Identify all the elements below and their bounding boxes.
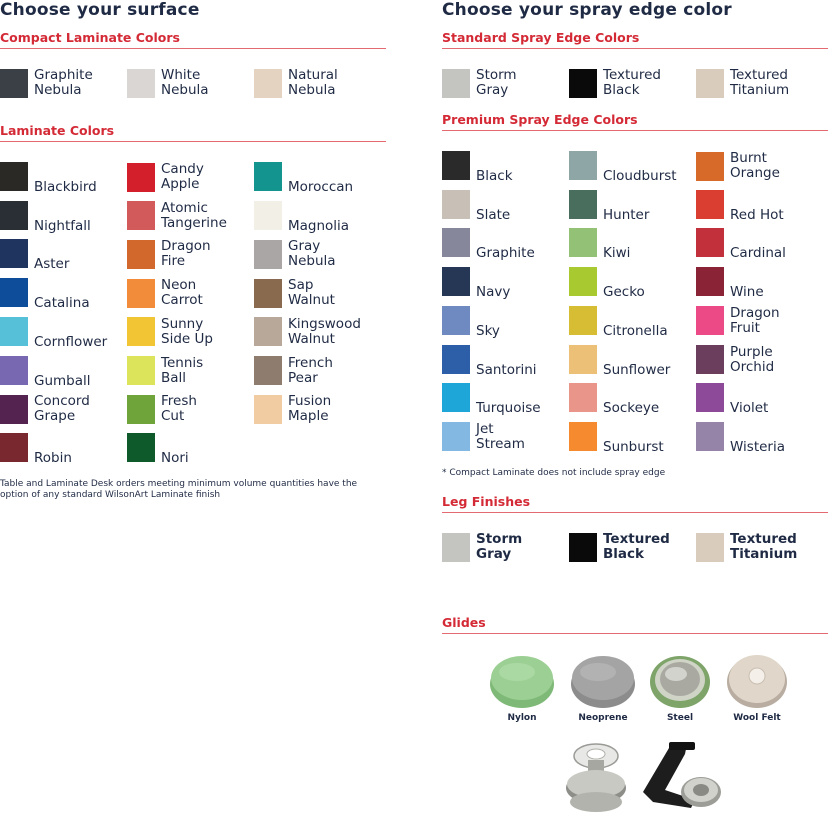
swatch-chip — [254, 317, 282, 346]
color-swatch — [0, 278, 90, 312]
swatch-label: Burnt Orange — [730, 150, 780, 181]
swatch-label: Gray Nebula — [288, 238, 336, 270]
color-swatch — [0, 239, 70, 273]
swatch-chip — [442, 151, 470, 180]
color-swatch — [254, 68, 338, 98]
color-swatch — [696, 383, 769, 417]
color-swatch — [0, 433, 72, 466]
swatch-label: Magnolia — [288, 217, 350, 234]
color-swatch — [254, 356, 333, 386]
swatch-chip — [696, 69, 724, 98]
swatch-chip — [254, 356, 282, 385]
color-swatch — [442, 151, 513, 184]
color-swatch — [0, 394, 90, 424]
swatch-chip — [254, 240, 282, 269]
color-swatch — [569, 190, 650, 223]
swatch-chip — [442, 345, 470, 374]
color-swatch — [569, 267, 645, 301]
swatch-chip — [0, 239, 28, 268]
swatch-label: Catalina — [34, 295, 90, 312]
divider — [0, 141, 386, 142]
swatch-chip — [0, 317, 28, 346]
swatch-chip — [696, 422, 724, 451]
swatch-label: Cornflower — [34, 333, 108, 350]
color-swatch — [442, 306, 500, 339]
swatch-chip — [127, 163, 155, 192]
swatch-label: Textured Titanium — [730, 67, 790, 98]
swatch-label: Dragon Fire — [161, 238, 211, 270]
divider — [442, 633, 828, 634]
swatch-chip — [0, 433, 28, 462]
color-swatch — [254, 201, 350, 234]
swatch-label: Gumball — [34, 372, 91, 389]
swatch-label: Gecko — [603, 284, 645, 301]
swatch-label: Robin — [34, 449, 72, 466]
color-swatch — [127, 356, 203, 386]
swatch-chip — [696, 345, 724, 374]
color-swatch — [569, 345, 671, 378]
color-swatch — [0, 68, 93, 98]
glides-heading: Glides — [442, 615, 486, 630]
swatch-label: Nori — [161, 449, 189, 466]
swatch-chip — [569, 267, 597, 296]
swatch-label: White Nebula — [161, 67, 209, 98]
swatch-chip — [696, 228, 724, 257]
color-swatch — [0, 317, 108, 350]
swatch-chip — [127, 240, 155, 269]
swatch-label: Kiwi — [603, 245, 631, 262]
swatch-chip — [569, 345, 597, 374]
swatch-chip — [127, 433, 155, 462]
color-swatch — [0, 201, 91, 234]
nylon-glide-icon — [487, 650, 557, 710]
swatch-chip — [254, 69, 282, 98]
swatch-chip — [696, 383, 724, 412]
color-swatch — [254, 162, 354, 195]
color-swatch — [254, 317, 361, 347]
leg-finishes-heading: Leg Finishes — [442, 494, 531, 509]
swatch-label: Storm Gray — [476, 67, 517, 98]
swatch-label: Neon Carrot — [161, 277, 203, 309]
color-swatch — [696, 190, 784, 223]
swatch-chip — [442, 228, 470, 257]
divider — [442, 130, 828, 131]
color-swatch — [696, 228, 786, 262]
swatch-label: Purple Orchid — [730, 343, 775, 375]
swatch-label: Citronella — [603, 322, 668, 339]
swatch-label: Sunny Side Up — [161, 315, 213, 347]
swatch-chip — [442, 267, 470, 296]
swatch-label: Fusion Maple — [288, 393, 332, 425]
swatch-label: Santorini — [476, 361, 537, 378]
color-swatch — [696, 68, 789, 98]
swatch-label: Storm Gray — [476, 531, 523, 562]
spray-edge-heading: Choose your spray edge color — [442, 0, 732, 20]
color-swatch — [127, 317, 213, 347]
swatch-chip — [442, 69, 470, 98]
swatch-label: Hunter — [603, 206, 650, 223]
neoprene-glide-icon — [568, 650, 638, 710]
glide-label: Wool Felt — [733, 713, 781, 723]
swatch-chip — [696, 190, 724, 219]
steel-glide-icon — [645, 650, 715, 710]
swatch-chip — [127, 395, 155, 424]
color-swatch — [442, 68, 517, 98]
color-swatch — [442, 345, 537, 378]
color-swatch — [0, 162, 97, 195]
swatch-chip — [127, 69, 155, 98]
color-swatch — [569, 151, 677, 184]
color-swatch — [127, 433, 189, 466]
divider — [442, 512, 828, 513]
color-swatch — [127, 278, 203, 308]
premium-spray-heading: Premium Spray Edge Colors — [442, 112, 638, 127]
swatch-chip — [569, 228, 597, 257]
swatch-label: Blackbird — [34, 179, 97, 195]
swatch-chip — [696, 267, 724, 296]
color-swatch — [696, 422, 786, 455]
swatch-chip — [696, 306, 724, 335]
swatch-chip — [569, 533, 597, 562]
swatch-label: Aster — [34, 256, 70, 273]
swatch-label: Jet Stream — [476, 420, 525, 452]
color-swatch — [254, 278, 335, 308]
swatch-label: Navy — [476, 284, 511, 301]
swatch-chip — [0, 69, 28, 98]
swatch-label: Textured Titanium — [730, 531, 798, 562]
swatch-label: Graphite Nebula — [34, 67, 93, 98]
swatch-chip — [569, 422, 597, 451]
divider — [0, 48, 386, 49]
swatch-label: Wisteria — [730, 438, 786, 455]
swatch-label: Red Hot — [730, 206, 784, 223]
glide-label: Neoprene — [578, 713, 628, 723]
color-swatch — [442, 228, 535, 262]
color-swatch — [569, 228, 631, 262]
swatch-chip — [254, 162, 282, 191]
swatch-chip — [254, 201, 282, 230]
surface-heading: Choose your surface — [0, 0, 200, 20]
swatch-chip — [442, 190, 470, 219]
swatch-label: Concord Grape — [34, 393, 90, 425]
swatch-label: Candy Apple — [161, 161, 204, 192]
color-swatch — [127, 68, 209, 98]
swatch-chip — [442, 306, 470, 335]
swatch-label: Atomic Tangerine — [161, 199, 227, 231]
standard-spray-heading: Standard Spray Edge Colors — [442, 30, 640, 45]
color-swatch — [569, 68, 661, 98]
swatch-chip — [696, 533, 724, 562]
color-swatch — [127, 201, 227, 231]
swatch-chip — [254, 279, 282, 308]
swatch-label: Textured Black — [603, 67, 661, 98]
swatch-label: Nightfall — [34, 217, 91, 234]
color-swatch — [442, 422, 525, 452]
swatch-chip — [696, 152, 724, 181]
spray-note: * Compact Laminate does not include spray edge — [442, 468, 666, 478]
laminate-note: Table and Laminate Desk orders meeting minimum volume quantities have the option of any standard WilsonArt Laminate finish — [0, 479, 358, 500]
divider — [442, 48, 828, 49]
swivel-glide-icon — [560, 740, 632, 815]
swatch-chip — [569, 383, 597, 412]
swatch-label: Sockeye — [603, 400, 660, 417]
swatch-label: Black — [476, 168, 513, 184]
color-swatch — [569, 532, 670, 562]
swatch-chip — [127, 279, 155, 308]
swatch-chip — [442, 422, 470, 451]
color-swatch — [254, 394, 331, 424]
swatch-label: Turquoise — [476, 400, 541, 417]
color-swatch — [442, 190, 511, 223]
glide-label: Steel — [666, 713, 694, 723]
color-swatch — [696, 345, 774, 375]
swatch-chip — [569, 69, 597, 98]
color-swatch — [127, 239, 211, 269]
color-swatch — [442, 267, 511, 301]
swatch-label: Fresh Cut — [161, 393, 197, 425]
swatch-chip — [127, 317, 155, 346]
wool-felt-glide-icon — [722, 650, 792, 710]
glide-label: Nylon — [507, 713, 537, 723]
swatch-label: French Pear — [288, 354, 333, 386]
compact-laminate-heading: Compact Laminate Colors — [0, 30, 180, 45]
swatch-chip — [0, 278, 28, 307]
swatch-chip — [569, 151, 597, 180]
swatch-label: Tennis Ball — [161, 354, 204, 386]
swatch-chip — [0, 201, 28, 230]
swatch-chip — [569, 306, 597, 335]
swatch-chip — [442, 383, 470, 412]
color-swatch — [127, 394, 197, 424]
swatch-chip — [0, 356, 28, 385]
color-swatch — [254, 239, 336, 269]
swatch-label: Sky — [476, 322, 500, 339]
swatch-chip — [442, 533, 470, 562]
color-swatch — [696, 532, 797, 562]
swatch-label: Kingswood Walnut — [288, 315, 361, 347]
color-swatch — [696, 151, 780, 181]
color-swatch — [569, 383, 660, 417]
swatch-chip — [254, 395, 282, 424]
swatch-label: Cloudburst — [603, 168, 677, 184]
swatch-chip — [127, 201, 155, 230]
swatch-label: Graphite — [476, 245, 535, 262]
swatch-label: Dragon Fruit — [730, 304, 780, 336]
swatch-chip — [569, 190, 597, 219]
swatch-chip — [127, 356, 155, 385]
color-swatch — [569, 306, 668, 339]
color-swatch — [127, 162, 204, 192]
swatch-label: Slate — [476, 206, 511, 223]
swatch-label: Wine — [730, 284, 764, 301]
swatch-label: Sunflower — [603, 361, 671, 378]
swatch-label: Textured Black — [603, 531, 670, 562]
swatch-label: Natural Nebula — [288, 67, 338, 98]
laminate-colors-heading: Laminate Colors — [0, 123, 115, 138]
color-swatch — [0, 356, 91, 389]
color-swatch — [696, 306, 780, 336]
swatch-label: Moroccan — [288, 179, 354, 195]
swatch-label: Sap Walnut — [288, 277, 335, 309]
color-swatch — [696, 267, 764, 301]
color-swatch — [442, 532, 522, 562]
swatch-chip — [0, 395, 28, 424]
color-swatch — [442, 383, 541, 417]
color-swatch — [569, 422, 664, 455]
swatch-label: Violet — [730, 400, 769, 417]
swatch-label: Cardinal — [730, 245, 786, 262]
swivel-leveler-glide-icon — [635, 740, 727, 815]
swatch-chip — [0, 162, 28, 191]
swatch-label: Sunburst — [603, 438, 664, 455]
